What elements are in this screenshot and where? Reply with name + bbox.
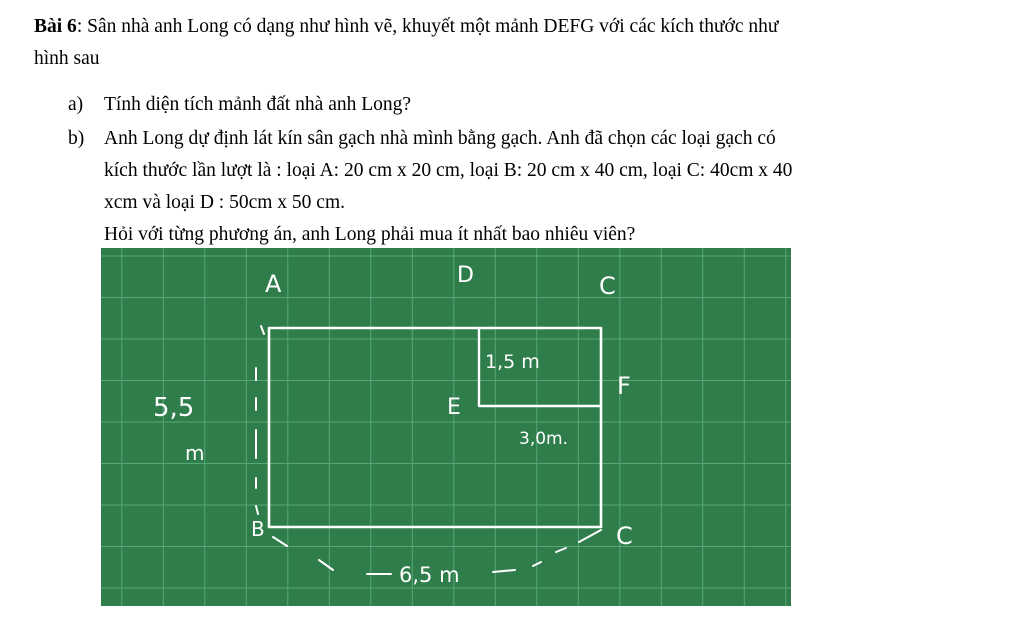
vertex-label-b: B [251, 517, 265, 541]
chalkboard-drawing [101, 248, 791, 606]
bottom-side-label: 6,5 m [399, 563, 460, 587]
vertex-label-e: E [447, 395, 461, 420]
vertex-label-c-top: C [599, 272, 616, 300]
part-b-line-1: Anh Long dự định lát kín sân gạch nhà mình bằng gạch. Anh đã chọn các loại gạch có [104, 128, 776, 149]
left-side-value-label: 5,5 [153, 393, 195, 423]
vertex-label-f: F [617, 372, 631, 400]
notch-width-label: 3,0m. [519, 429, 568, 449]
vertex-label-d: D [457, 263, 474, 288]
problem-intro-line-2: hình sau [34, 48, 100, 69]
problem-number: Bài 6 [34, 16, 77, 37]
chalkboard-figure [101, 248, 791, 606]
left-side-unit-label: m [185, 441, 205, 465]
vertex-label-c-bottom: C [616, 522, 633, 550]
problem-intro-text: : Sân nhà anh Long có dạng như hình vẽ, khuyết một mảnh DEFG với các kích thước như [76, 16, 779, 37]
part-b-marker: b) [68, 128, 85, 149]
part-a-question: Tính diện tích mảnh đất nhà anh Long? [104, 94, 412, 115]
problem-intro-line-1 [34, 14, 778, 40]
part-b-line-2: kích thước lần lượt là : loại A: 20 cm x 20 cm, loại B: 20 cm x 40 cm, loại C: 40cm x 40 [104, 160, 793, 181]
part-b-line-4: Hỏi với từng phương án, anh Long phải mua ít nhất bao nhiêu viên? [104, 224, 636, 245]
part-a-marker: a) [68, 94, 84, 115]
vertex-label-a: A [265, 270, 282, 298]
notch-height-label: 1,5 m [485, 351, 540, 373]
part-b-line-3: xcm và loại D : 50cm x 50 cm. [104, 192, 345, 213]
